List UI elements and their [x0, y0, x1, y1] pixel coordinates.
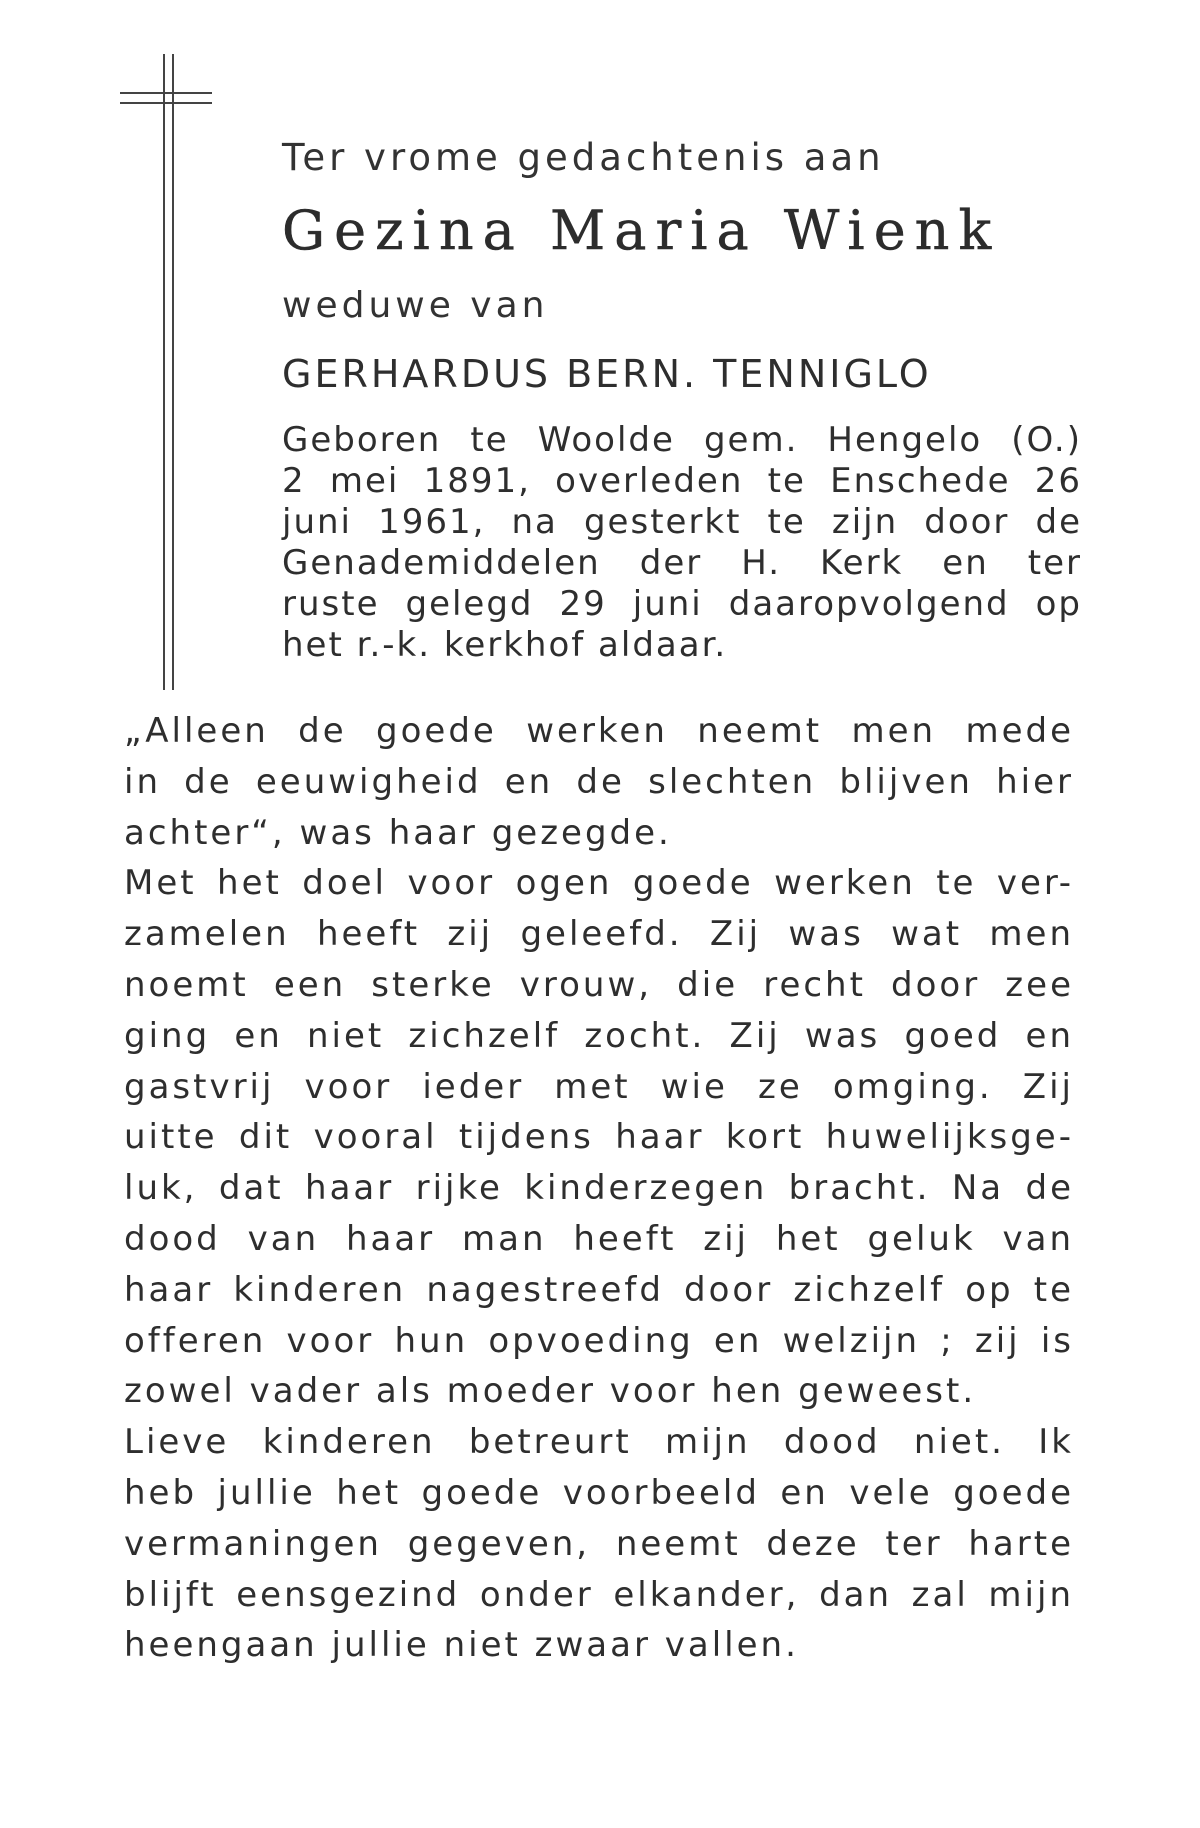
- bio-line: 2 mei 1891, overleden te Enschede 26: [282, 461, 1082, 501]
- double-line-cross-icon: [118, 52, 214, 692]
- deceased-name: Gezina Maria Wienk: [282, 199, 1001, 262]
- text-line: dood van haar man heeft zij het geluk van: [124, 1218, 1074, 1259]
- text-line: heengaan jullie niet zwaar vallen.: [124, 1625, 799, 1666]
- text-line: „Alleen de goede werken neemt men mede: [124, 711, 1074, 751]
- text-line: haar kinderen nagestreefd door zichzelf op te: [124, 1269, 1074, 1310]
- text-line: ging en niet zichzelf zocht. Zij was goed en: [124, 1015, 1074, 1056]
- text-line: Met het doel voor ogen goede werken te ver-: [124, 863, 1074, 904]
- text-line: uitte dit vooral tijdens haar kort huwelijksge-: [124, 1117, 1074, 1158]
- text-line: zamelen heeft zij geleefd. Zij was wat men: [124, 914, 1074, 955]
- text-line: heb jullie het goede voorbeeld en vele goede: [124, 1472, 1074, 1513]
- bio-line: Genademiddelen der H. Kerk en ter: [282, 543, 1082, 583]
- bio-line: juni 1961, na gesterkt te zijn door de: [282, 502, 1082, 542]
- card-header: [282, 128, 1082, 666]
- text-line: achter“, was haar gezegde.: [124, 812, 672, 853]
- bio-line: Geboren te Woolde gem. Hengelo (O.): [282, 420, 1082, 460]
- text-line: in de eeuwigheid en de slechten blijven hier: [124, 761, 1074, 802]
- text-line: luk, dat haar rijke kinderzegen bracht. Na de: [124, 1168, 1074, 1209]
- memorial-text: [124, 706, 1074, 1671]
- widow-of-label: weduwe van: [282, 285, 549, 326]
- text-line: vermaningen gegeven, neemt deze ter harte: [124, 1523, 1074, 1564]
- intro-text: Ter vrome gedachtenis aan: [282, 136, 885, 179]
- bio-line: het r.-k. kerkhof aldaar.: [282, 625, 728, 665]
- text-line: blijft eensgezind onder elkander, dan zal mijn: [124, 1574, 1074, 1615]
- biography: [282, 420, 1082, 666]
- bio-line: ruste gelegd 29 juni daaropvolgend op: [282, 584, 1082, 624]
- text-line: offeren voor hun opvoeding en welzijn ; zij is: [124, 1320, 1074, 1361]
- text-line: noemt een sterke vrouw, die recht door zee: [124, 964, 1074, 1005]
- text-line: Lieve kinderen betreurt mijn dood niet. Ik: [124, 1422, 1074, 1463]
- husband-name: GERHARDUS BERN. TENNIGLO: [282, 352, 932, 396]
- text-line: gastvrij voor ieder met wie ze omging. Zij: [124, 1066, 1074, 1107]
- text-line: zowel vader als moeder voor hen geweest.: [124, 1371, 977, 1412]
